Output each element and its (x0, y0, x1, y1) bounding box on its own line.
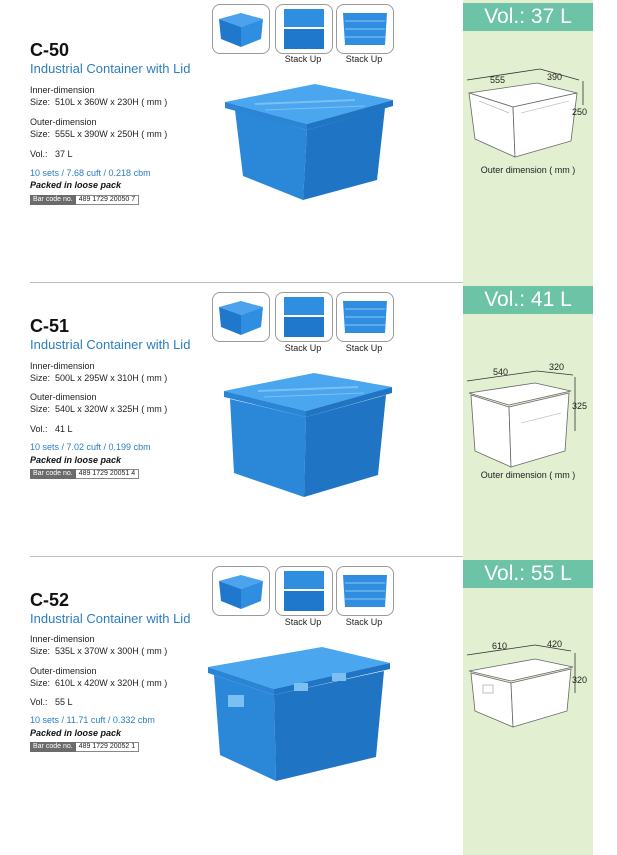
pack-info: 10 sets / 7.68 cuft / 0.218 cbm (30, 168, 151, 178)
dim-height: 250 (572, 107, 588, 117)
product-code: C-52 (30, 590, 70, 610)
thumbnail-open-view (212, 292, 270, 342)
barcode-number: 489 1729 20052 1 (76, 742, 139, 752)
dimension-drawing (465, 363, 590, 473)
inner-dimension (30, 360, 167, 384)
stack-up-label: Stack Up (345, 54, 383, 64)
outer-dimension-caption: Outer dimension ( mm ) (480, 470, 576, 480)
pack-info: 10 sets / 11.71 cuft / 0.332 cbm (30, 715, 155, 725)
pack-mode: Packed in loose pack (30, 728, 122, 738)
outer-dimension-caption: Outer dimension ( mm ) (480, 165, 576, 175)
outer-heading: Outer-dimension (30, 392, 97, 402)
barcode-label: Bar code no. (30, 742, 76, 752)
barcode (30, 195, 139, 205)
product-photo (218, 361, 400, 501)
dim-width: 420 (547, 639, 563, 649)
thumbnail-nest-view (336, 4, 394, 54)
volume-line (30, 148, 73, 160)
barcode (30, 469, 139, 479)
volume-value: 41 L (55, 424, 73, 434)
thumbnail-stack-view (275, 566, 333, 616)
product-section-c52 (0, 557, 617, 833)
dim-width: 320 (549, 362, 565, 372)
product-photo (215, 70, 405, 208)
volume-line (30, 696, 73, 708)
vol-prefix: Vol.: (30, 424, 48, 434)
volume-tag: Vol.: 41 L (463, 286, 593, 314)
pack-mode: Packed in loose pack (30, 455, 122, 465)
dimension-drawing (465, 65, 590, 170)
dim-length: 555 (490, 75, 506, 85)
outer-size-line (30, 128, 167, 140)
outer-size: 610L x 420W x 320H ( mm ) (55, 678, 168, 688)
size-prefix: Size: (30, 373, 51, 383)
outer-heading: Outer-dimension (30, 117, 97, 127)
outer-dimension (30, 665, 167, 689)
inner-size-line (30, 96, 167, 108)
size-prefix: Size: (30, 678, 51, 688)
outer-size: 540L x 320W x 325H ( mm ) (55, 404, 168, 414)
size-prefix: Size: (30, 404, 51, 414)
thumbnail-nest-view (336, 566, 394, 616)
product-title: Industrial Container with Lid (30, 611, 191, 626)
thumbnail-stack-view (275, 4, 333, 54)
outer-size-line (30, 677, 167, 689)
thumbnail-nest-view (336, 292, 394, 342)
inner-size-line (30, 372, 167, 384)
stack-up-label: Stack Up (345, 617, 383, 627)
barcode-number: 489 1729 20050 7 (76, 195, 139, 205)
barcode (30, 742, 139, 752)
thumbnail-stack-view (275, 292, 333, 342)
thumbnail-open-view (212, 566, 270, 616)
container-thumbnail-icon (213, 5, 269, 53)
dimension-drawing (465, 637, 590, 737)
outer-size: 555L x 390W x 250H ( mm ) (55, 129, 168, 139)
pack-info: 10 sets / 7.02 cuft / 0.199 cbm (30, 442, 151, 452)
stack-up-label: Stack Up (284, 343, 322, 353)
dimension-outline-icon (465, 637, 590, 737)
outer-size-line (30, 403, 167, 415)
barcode-label: Bar code no. (30, 469, 76, 479)
nested-containers-icon (337, 5, 393, 53)
vol-prefix: Vol.: (30, 149, 48, 159)
stacked-containers-icon (276, 567, 332, 615)
inner-dimension (30, 633, 167, 657)
product-section-c51 (0, 283, 617, 559)
inner-size: 510L x 360W x 230H ( mm ) (55, 97, 168, 107)
stack-up-label: Stack Up (284, 617, 322, 627)
container-thumbnail-icon (213, 567, 269, 615)
product-section-c50 (0, 0, 617, 276)
inner-size: 500L x 295W x 310H ( mm ) (55, 373, 168, 383)
volume-value: 55 L (55, 697, 73, 707)
stacked-containers-icon (276, 5, 332, 53)
barcode-label: Bar code no. (30, 195, 76, 205)
inner-dimension (30, 84, 167, 108)
product-photo (204, 643, 396, 785)
product-code: C-50 (30, 40, 70, 60)
container-thumbnail-icon (213, 293, 269, 341)
dim-length: 540 (493, 367, 509, 377)
inner-size: 535L x 370W x 300H ( mm ) (55, 646, 168, 656)
dim-width: 390 (547, 72, 563, 82)
inner-heading: Inner-dimension (30, 634, 95, 644)
outer-heading: Outer-dimension (30, 666, 97, 676)
container-image-icon (218, 361, 400, 501)
pack-mode: Packed in loose pack (30, 180, 122, 190)
product-title: Industrial Container with Lid (30, 61, 191, 76)
dim-height: 325 (572, 401, 588, 411)
inner-heading: Inner-dimension (30, 85, 95, 95)
barcode-number: 489 1729 20051 4 (76, 469, 139, 479)
size-prefix: Size: (30, 129, 51, 139)
size-prefix: Size: (30, 97, 51, 107)
dim-height: 320 (572, 675, 588, 685)
product-title: Industrial Container with Lid (30, 337, 191, 352)
dim-length: 610 (492, 641, 508, 651)
volume-line (30, 423, 73, 435)
stack-up-label: Stack Up (284, 54, 322, 64)
thumbnail-open-view (212, 4, 270, 54)
volume-tag: Vol.: 37 L (463, 3, 593, 31)
outer-dimension (30, 116, 167, 140)
outer-dimension (30, 391, 167, 415)
vol-prefix: Vol.: (30, 697, 48, 707)
volume-tag: Vol.: 55 L (463, 560, 593, 588)
dimension-outline-icon (465, 363, 590, 473)
dimension-outline-icon (465, 65, 590, 170)
stack-up-label: Stack Up (345, 343, 383, 353)
inner-heading: Inner-dimension (30, 361, 95, 371)
nested-containers-icon (337, 567, 393, 615)
size-prefix: Size: (30, 646, 51, 656)
container-image-icon (204, 643, 396, 785)
stacked-containers-icon (276, 293, 332, 341)
inner-size-line (30, 645, 167, 657)
nested-containers-icon (337, 293, 393, 341)
product-code: C-51 (30, 316, 70, 336)
volume-value: 37 L (55, 149, 73, 159)
container-image-icon (215, 70, 405, 208)
